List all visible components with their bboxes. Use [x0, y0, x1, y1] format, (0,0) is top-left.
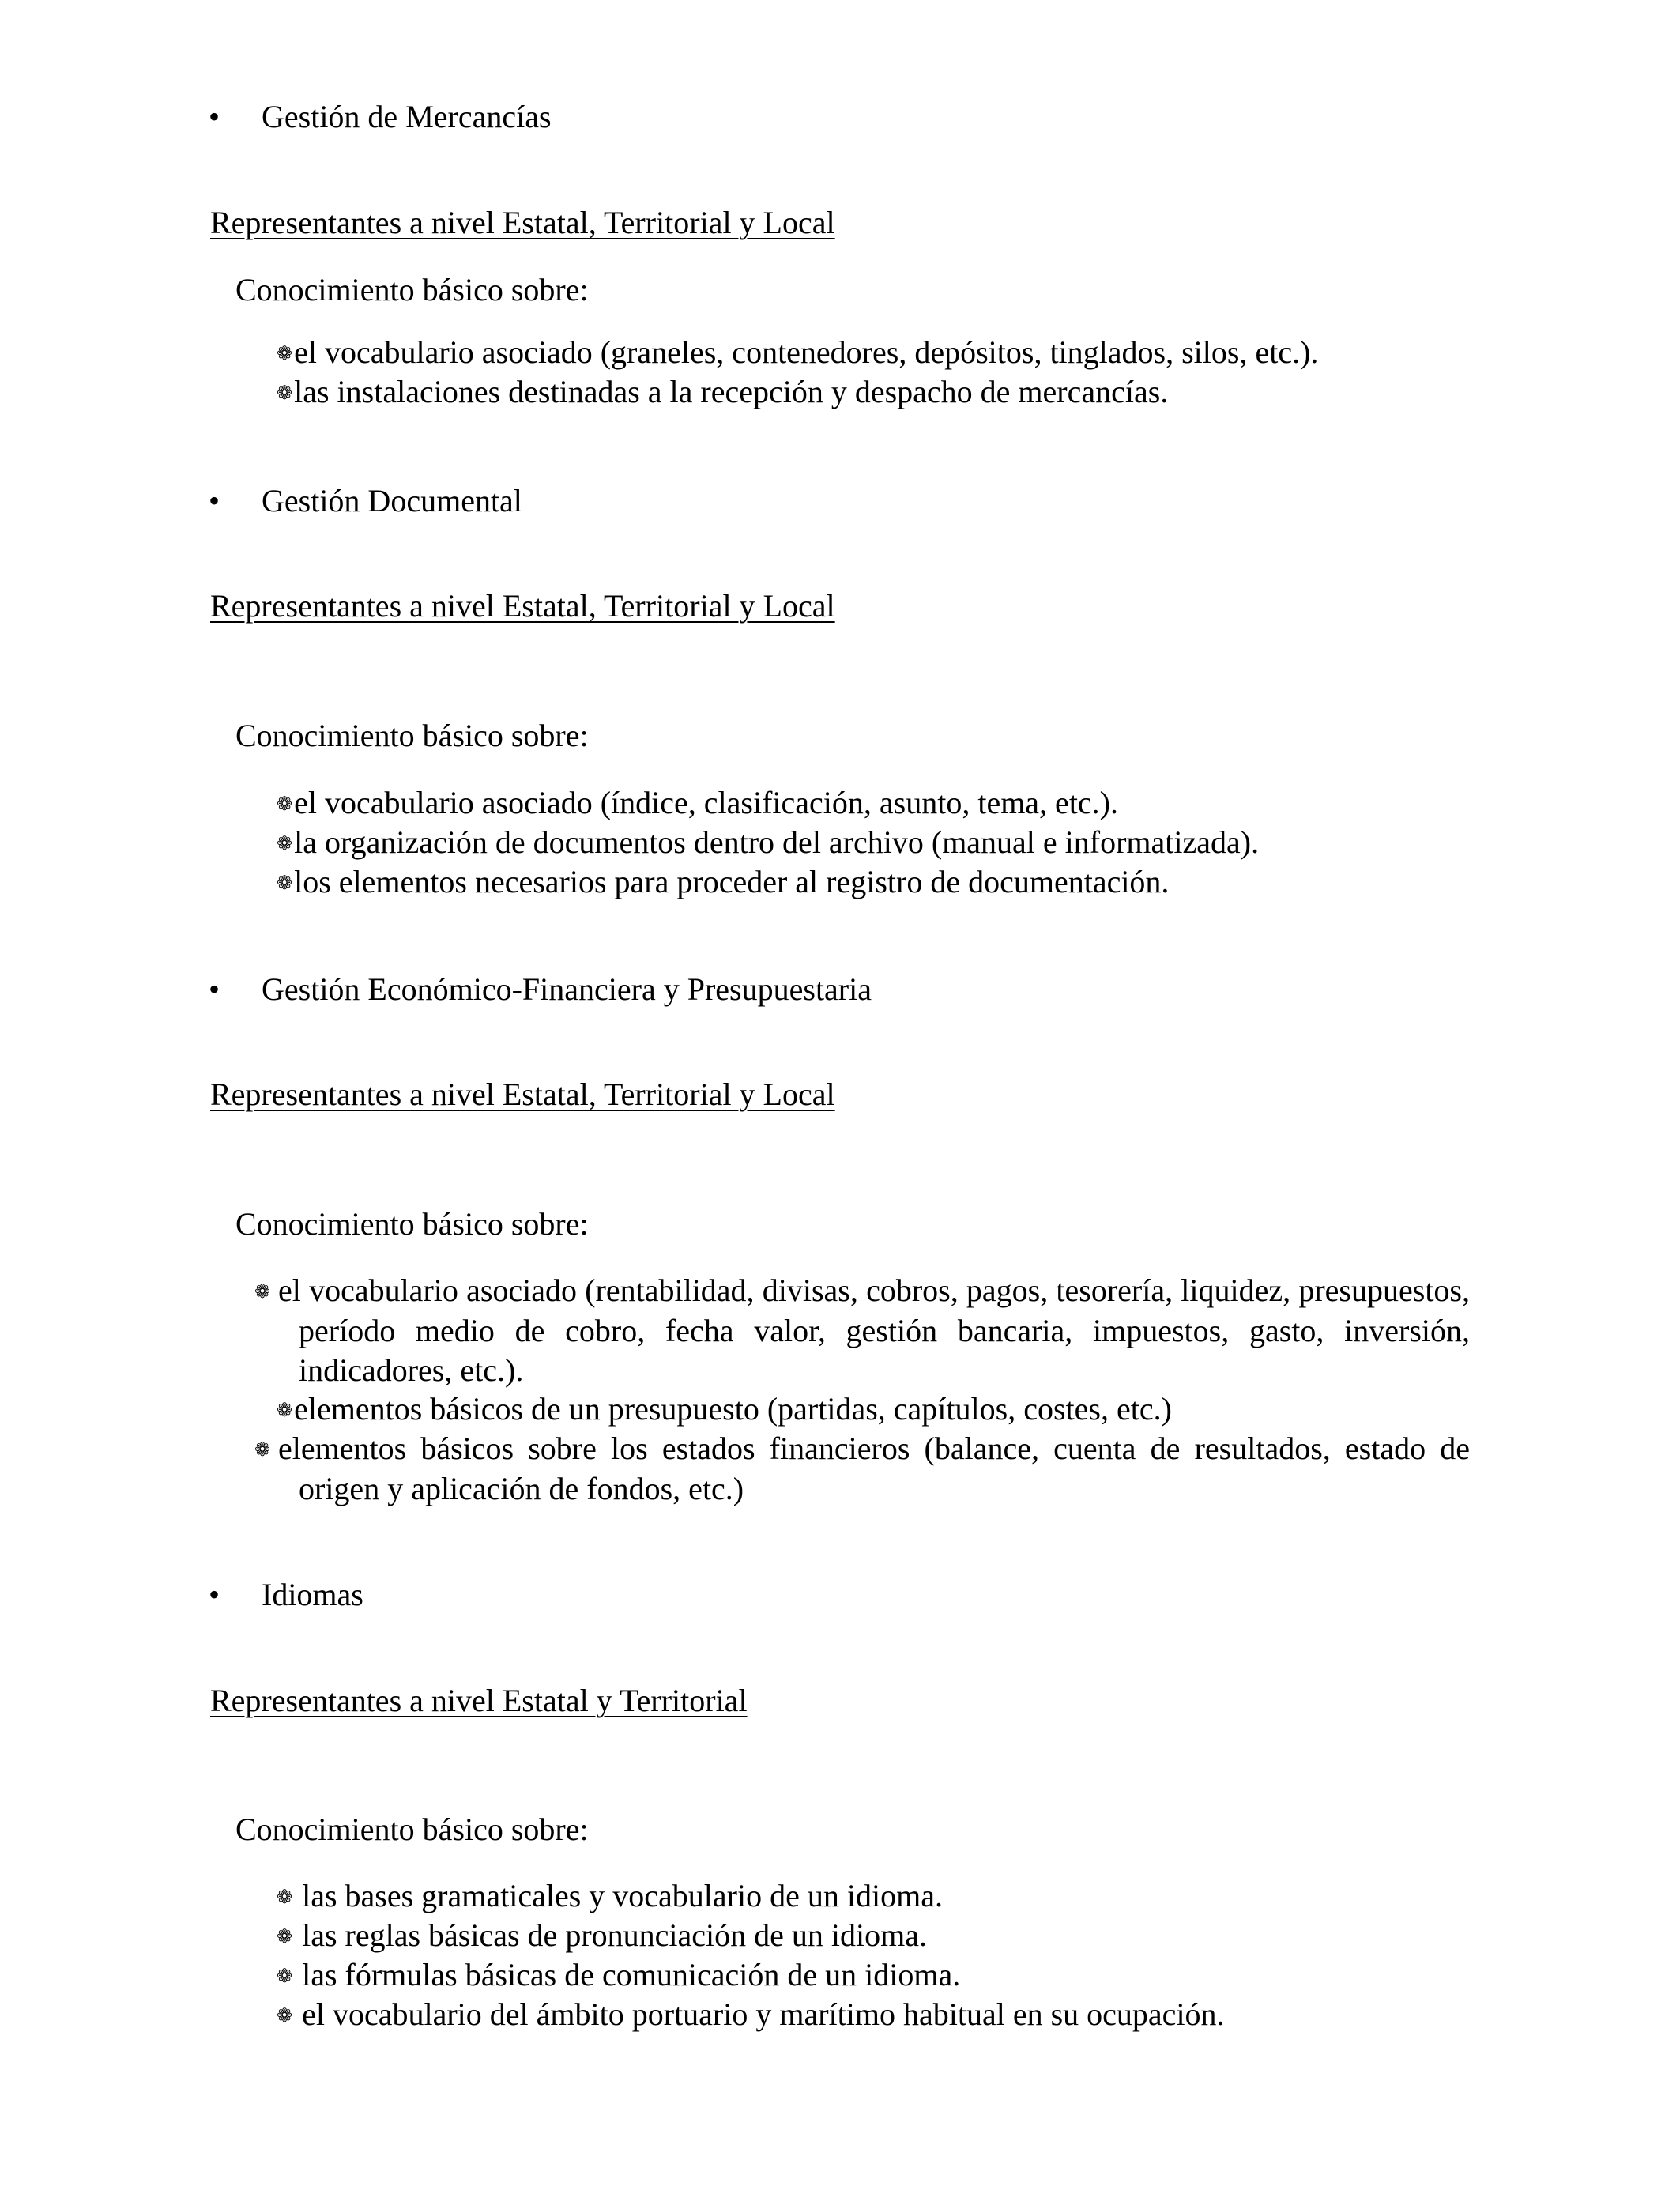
sub-bullet-icon: ❁	[277, 2004, 293, 2026]
representatives-heading: Representantes a nivel Estatal, Territorial y Local	[210, 588, 835, 624]
section-title: Gestión Económico-Financiera y Presupuestaria	[262, 971, 872, 1007]
sub-bullet-icon: ❁	[277, 832, 293, 854]
intro-text: Conocimiento básico sobre:	[235, 1811, 589, 1847]
list-item: ❁ elementos básicos sobre los estados financieros (balance, cuenta de resultados, estado de origen y aplicación de fondos, etc.)	[254, 1431, 1470, 1506]
list-item: ❁ el vocabulario asociado (rentabilidad, divisas, cobros, pagos, tesorería, liquidez, presupuestos, período medio de cobro, fecha valor, gestión bancaria, impuestos, gasto, inversión, indicadores, etc.).	[254, 1272, 1470, 1388]
intro-text: Conocimiento básico sobre:	[235, 272, 589, 307]
list-item	[277, 862, 1448, 903]
list-item	[277, 1995, 1448, 2035]
list-item	[277, 783, 1448, 824]
list-item	[277, 1389, 1448, 1430]
sub-bullet-icon: ❁	[277, 1965, 293, 1987]
list-item-text: el vocabulario asociado (rentabilidad, divisas, cobros, pagos, tesorería, liquidez, presupuestos, período medio de cobro, fecha valor, gestión bancaria, impuestos, gasto, inversión, indicadores, etc.).	[278, 1272, 1470, 1388]
sub-bullet-icon: ❁	[277, 793, 293, 815]
section-title: Gestión de Mercancías	[262, 99, 552, 134]
representatives-heading: Representantes a nivel Estatal y Territorial	[210, 1683, 748, 1718]
list-item	[277, 1955, 1448, 1996]
list-item-text: el vocabulario del ámbito portuario y marítimo habitual en su ocupación.	[302, 1996, 1225, 2032]
bullet-icon: •	[209, 483, 220, 518]
sub-bullet-icon: ❁	[277, 1886, 293, 1908]
list-item	[277, 1876, 1448, 1917]
list-item-text: elementos básicos de un presupuesto (partidas, capítulos, costes, etc.)	[294, 1391, 1172, 1427]
intro-text: Conocimiento básico sobre:	[235, 1206, 589, 1242]
bullet-icon: •	[209, 99, 220, 134]
list-item-text: la organización de documentos dentro del archivo (manual e informatizada).	[294, 824, 1260, 860]
representatives-heading: Representantes a nivel Estatal, Territorial y Local	[210, 1076, 835, 1112]
bullet-icon: •	[209, 971, 220, 1007]
list-item-text: elementos básicos sobre los estados financieros (balance, cuenta de resultados, estado de origen y aplicación de fondos, etc.)	[278, 1431, 1470, 1506]
list-item	[277, 823, 1448, 863]
list-item-text: las reglas básicas de pronunciación de un idioma.	[302, 1917, 927, 1953]
list-item-text: el vocabulario asociado (graneles, contenedores, depósitos, tinglados, silos, etc.).	[294, 334, 1319, 370]
list-item-text: el vocabulario asociado (índice, clasificación, asunto, tema, etc.).	[294, 785, 1118, 820]
representatives-heading: Representantes a nivel Estatal, Territorial y Local	[210, 205, 835, 240]
intro-text: Conocimiento básico sobre:	[235, 718, 589, 753]
sub-bullet-icon: ❁	[277, 382, 293, 404]
sub-bullet-icon: ❁	[277, 872, 293, 894]
section-title: Gestión Documental	[262, 483, 522, 518]
sub-bullet-icon: ❁	[277, 1925, 293, 1947]
list-item	[277, 372, 1448, 413]
list-item-text: las instalaciones destinadas a la recepción y despacho de mercancías.	[294, 374, 1169, 409]
list-item-text: las fórmulas básicas de comunicación de un idioma.	[302, 1957, 961, 1992]
sub-bullet-icon: ❁	[277, 1399, 293, 1421]
section-title: Idiomas	[262, 1577, 363, 1612]
sub-bullet-icon: ❁	[277, 342, 293, 364]
list-item-text: las bases gramaticales y vocabulario de un idioma.	[302, 1878, 943, 1913]
bullet-icon: •	[209, 1577, 220, 1612]
list-item	[277, 1916, 1448, 1956]
list-item-text: los elementos necesarios para proceder al registro de documentación.	[294, 864, 1170, 899]
list-item	[277, 333, 1448, 373]
